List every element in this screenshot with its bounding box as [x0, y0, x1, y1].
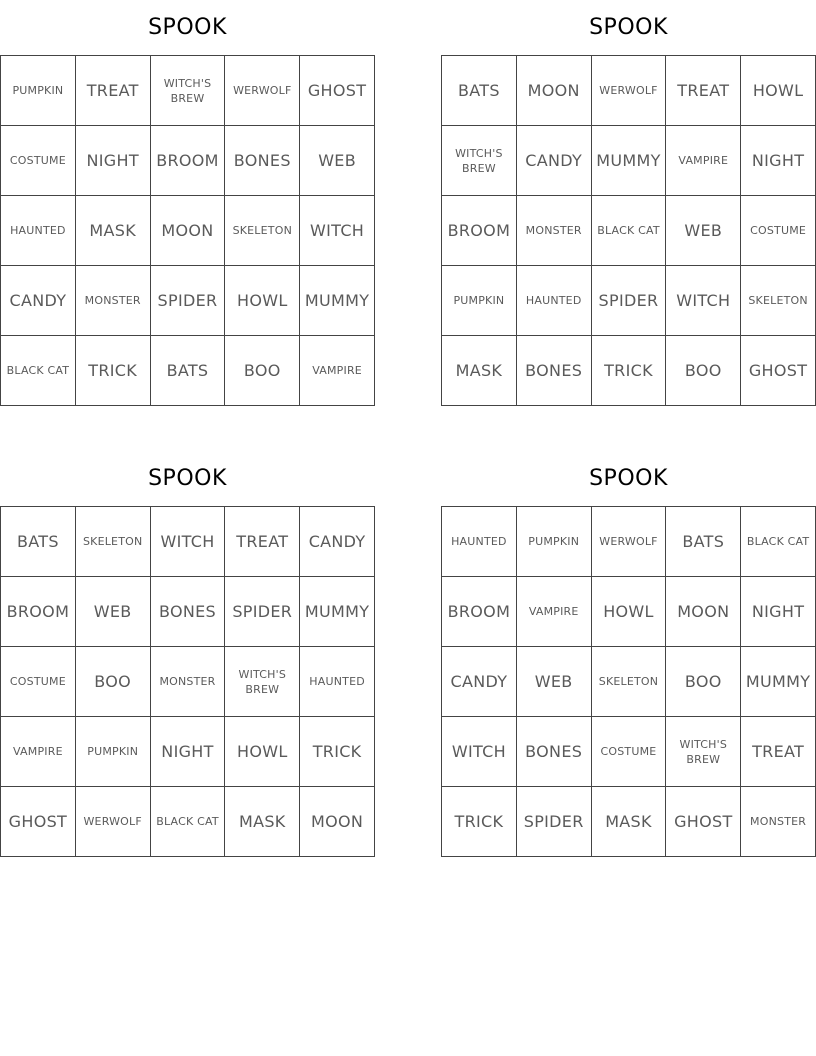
bingo-cell: SKELETON	[76, 507, 151, 577]
bingo-cell: TREAT	[76, 56, 151, 126]
bingo-cell: TRICK	[592, 336, 667, 406]
bingo-cell: WERWOLF	[76, 787, 151, 857]
bingo-cell: BOO	[666, 336, 741, 406]
bingo-cell: VAMPIRE	[300, 336, 375, 406]
bingo-cell: BONES	[151, 577, 226, 647]
bingo-cell: MUMMY	[741, 647, 816, 717]
bingo-cell: NIGHT	[741, 126, 816, 196]
bingo-cell: WITCH'S BREW	[151, 56, 226, 126]
bingo-cell: BROOM	[151, 126, 226, 196]
bingo-cell: CANDY	[517, 126, 592, 196]
card-title: SPOOK	[148, 15, 227, 40]
bingo-cell: COSTUME	[741, 196, 816, 266]
bingo-cell: SKELETON	[592, 647, 667, 717]
bingo-cell: GHOST	[300, 56, 375, 126]
card-title: SPOOK	[589, 15, 668, 40]
bingo-cell: BLACK CAT	[741, 507, 816, 577]
bingo-cell: MONSTER	[151, 647, 226, 717]
bingo-cell: BOO	[76, 647, 151, 717]
bingo-cell: BATS	[1, 507, 76, 577]
bingo-cell: CANDY	[1, 266, 76, 336]
bingo-cell: WITCH'S BREW	[442, 126, 517, 196]
bingo-cell: HOWL	[225, 717, 300, 787]
bingo-cell: SPIDER	[151, 266, 226, 336]
bingo-cell: MUMMY	[592, 126, 667, 196]
bingo-cell: HAUNTED	[300, 647, 375, 717]
bingo-cell: MASK	[592, 787, 667, 857]
card-title: SPOOK	[589, 466, 668, 491]
bingo-cell: MONSTER	[517, 196, 592, 266]
bingo-cell: COSTUME	[592, 717, 667, 787]
bingo-cell: HOWL	[741, 56, 816, 126]
bingo-cell: SPIDER	[225, 577, 300, 647]
bingo-cell: GHOST	[1, 787, 76, 857]
bingo-cell: PUMPKIN	[76, 717, 151, 787]
bingo-cell: WITCH	[666, 266, 741, 336]
bingo-grid	[441, 55, 816, 406]
bingo-cell: BLACK CAT	[592, 196, 667, 266]
bingo-grid	[441, 506, 816, 857]
bingo-cell: SPIDER	[592, 266, 667, 336]
bingo-cell: WERWOLF	[592, 56, 667, 126]
bingo-cell: BONES	[517, 717, 592, 787]
bingo-cell: CANDY	[300, 507, 375, 577]
bingo-cell: WITCH'S BREW	[666, 717, 741, 787]
bingo-cell: HAUNTED	[1, 196, 76, 266]
bingo-cell: MUMMY	[300, 577, 375, 647]
bingo-cell: NIGHT	[151, 717, 226, 787]
bingo-cell: VAMPIRE	[666, 126, 741, 196]
bingo-grid	[0, 506, 375, 857]
bingo-cell: WEB	[76, 577, 151, 647]
bingo-cell: BOO	[225, 336, 300, 406]
bingo-cell: WEB	[666, 196, 741, 266]
bingo-cell: HOWL	[592, 577, 667, 647]
bingo-cell: CANDY	[442, 647, 517, 717]
bingo-cell: WEB	[300, 126, 375, 196]
bingo-cell: WITCH	[300, 196, 375, 266]
bingo-cell: SKELETON	[225, 196, 300, 266]
bingo-cell: MOON	[151, 196, 226, 266]
bingo-cell: VAMPIRE	[517, 577, 592, 647]
bingo-cell: BROOM	[1, 577, 76, 647]
bingo-cell: PUMPKIN	[517, 507, 592, 577]
bingo-cell: BLACK CAT	[1, 336, 76, 406]
bingo-cell: COSTUME	[1, 126, 76, 196]
bingo-cell: PUMPKIN	[1, 56, 76, 126]
bingo-cell: MASK	[76, 196, 151, 266]
bingo-cell: MONSTER	[76, 266, 151, 336]
bingo-cell: NIGHT	[76, 126, 151, 196]
bingo-cell: HOWL	[225, 266, 300, 336]
bingo-cell: MOON	[517, 56, 592, 126]
bingo-cell: TREAT	[666, 56, 741, 126]
bingo-cell: MOON	[300, 787, 375, 857]
bingo-cell: TRICK	[442, 787, 517, 857]
bingo-cell: BATS	[666, 507, 741, 577]
bingo-cell: BROOM	[442, 196, 517, 266]
bingo-cell: WEB	[517, 647, 592, 717]
bingo-cell: BLACK CAT	[151, 787, 226, 857]
bingo-cell: MASK	[442, 336, 517, 406]
bingo-cell: BONES	[517, 336, 592, 406]
bingo-grid	[0, 55, 375, 406]
bingo-cell: TRICK	[300, 717, 375, 787]
card-title: SPOOK	[148, 466, 227, 491]
bingo-cell: BONES	[225, 126, 300, 196]
bingo-cell: TREAT	[225, 507, 300, 577]
bingo-cell: BATS	[442, 56, 517, 126]
bingo-cell: WITCH	[151, 507, 226, 577]
bingo-cell: SKELETON	[741, 266, 816, 336]
bingo-cell: BOO	[666, 647, 741, 717]
bingo-cell: GHOST	[666, 787, 741, 857]
bingo-cell: SPIDER	[517, 787, 592, 857]
bingo-cell: MASK	[225, 787, 300, 857]
bingo-cell: MOON	[666, 577, 741, 647]
bingo-cell: WERWOLF	[592, 507, 667, 577]
bingo-cell: BROOM	[442, 577, 517, 647]
bingo-cell: HAUNTED	[517, 266, 592, 336]
bingo-cell: VAMPIRE	[1, 717, 76, 787]
bingo-cell: GHOST	[741, 336, 816, 406]
bingo-cell: MUMMY	[300, 266, 375, 336]
bingo-cell: COSTUME	[1, 647, 76, 717]
bingo-cell: TRICK	[76, 336, 151, 406]
bingo-cell: PUMPKIN	[442, 266, 517, 336]
bingo-cell: MONSTER	[741, 787, 816, 857]
bingo-cell: HAUNTED	[442, 507, 517, 577]
bingo-cell: NIGHT	[741, 577, 816, 647]
bingo-cell: BATS	[151, 336, 226, 406]
bingo-cell: WERWOLF	[225, 56, 300, 126]
bingo-cell: WITCH	[442, 717, 517, 787]
bingo-cell: TREAT	[741, 717, 816, 787]
bingo-cell: WITCH'S BREW	[225, 647, 300, 717]
